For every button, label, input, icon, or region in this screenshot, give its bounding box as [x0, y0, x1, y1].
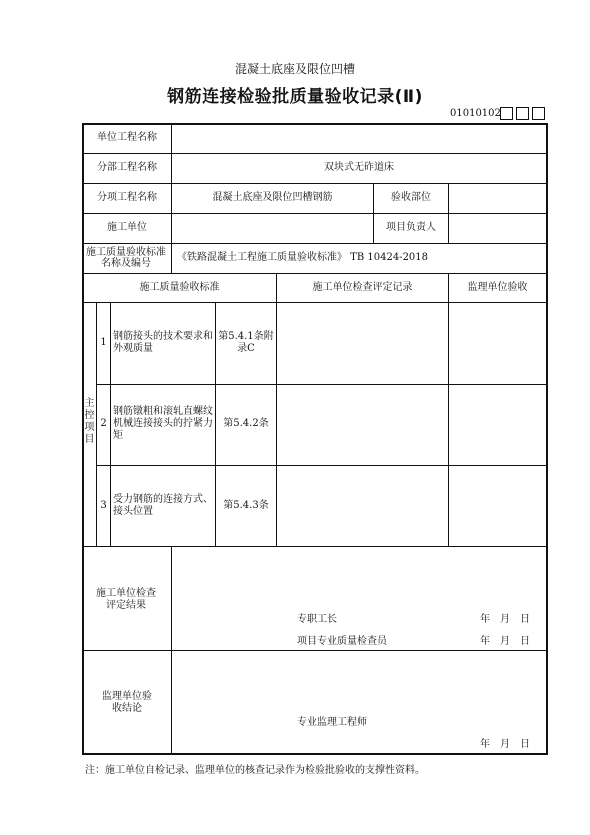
item-3-supervisor[interactable] [449, 466, 546, 546]
item-2-supervisor[interactable] [449, 385, 546, 465]
item-3-content: 受力钢筋的连接方式、接头位置 [113, 494, 213, 517]
form-title: 钢筋连接检验批质量验收记录(Ⅱ) [167, 87, 423, 107]
item-3-no: 3 [100, 500, 107, 511]
standard-label: 施工质量验收标准名称及编号 [86, 247, 166, 269]
contractor-day-2: 日 [520, 636, 530, 647]
foreman-label: 专职工长 [297, 614, 337, 625]
acceptance-part-label: 验收部位 [391, 192, 431, 203]
item-1-no: 1 [100, 337, 107, 348]
supervisor-result-label: 监理单位验收结论 [102, 691, 152, 714]
code-box-3[interactable] [532, 107, 545, 120]
col-contractor-record: 施工单位检查评定记录 [312, 282, 413, 293]
subdivision-value[interactable]: 混凝土底座及限位凹槽钢筋 [212, 192, 333, 203]
col-supervisor-check: 监理单位验收 [467, 282, 528, 293]
contractor-month-1: 月 [500, 614, 510, 625]
standard-value: 《铁路混凝土工程施工质量验收标准》 TB 10424-2018 [177, 252, 429, 263]
construction-unit-label: 施工单位 [107, 222, 147, 233]
form-subtitle: 混凝土底座及限位凹槽 [234, 62, 355, 76]
contractor-year-1: 年 [480, 614, 490, 625]
item-2-no: 2 [100, 418, 107, 429]
item-2-record[interactable] [277, 385, 448, 465]
item-2-clause: 第5.4.2条 [223, 418, 269, 429]
main-control-label: 主控项目 [84, 398, 95, 445]
item-1-clause: 第5.4.1条附录C [218, 331, 274, 354]
item-1-record[interactable] [277, 303, 448, 384]
item-3-record[interactable] [277, 466, 448, 546]
contractor-year-2: 年 [480, 636, 490, 647]
col-standard: 施工质量验收标准 [139, 282, 220, 293]
code-box-2[interactable] [516, 107, 529, 120]
project-manager-label: 项目负责人 [386, 222, 436, 233]
item-1-supervisor[interactable] [449, 303, 546, 384]
inspector-label: 项目专业质量检查员 [297, 636, 387, 647]
supervisor-engineer-label: 专业监理工程师 [297, 717, 367, 728]
subdivision-label: 分项工程名称 [97, 192, 157, 203]
item-2-content: 钢筋镦粗和滚轧直螺纹机械连接接头的拧紧力矩 [113, 406, 213, 441]
division-label: 分部工程名称 [97, 162, 157, 173]
contractor-result-label: 施工单位检查评定结果 [96, 588, 156, 611]
supervisor-year: 年 [480, 739, 490, 750]
code-box-1[interactable] [500, 107, 513, 120]
item-1-content: 钢筋接头的技术要求和外观质量 [113, 331, 213, 354]
form-code: 01010102 [450, 108, 501, 119]
contractor-result-area[interactable] [172, 547, 546, 650]
contractor-day-1: 日 [520, 614, 530, 625]
division-value[interactable]: 双块式无砟道床 [324, 162, 394, 173]
supervisor-month: 月 [500, 739, 510, 750]
footnote: 注：施工单位自检记录、监理单位的核查记录作为检验批验收的支撑性资料。 [85, 765, 425, 776]
supervisor-result-area[interactable] [172, 651, 546, 753]
unit-project-label: 单位工程名称 [97, 132, 157, 143]
supervisor-day: 日 [520, 739, 530, 750]
item-3-clause: 第5.4.3条 [223, 500, 269, 511]
contractor-month-2: 月 [500, 636, 510, 647]
